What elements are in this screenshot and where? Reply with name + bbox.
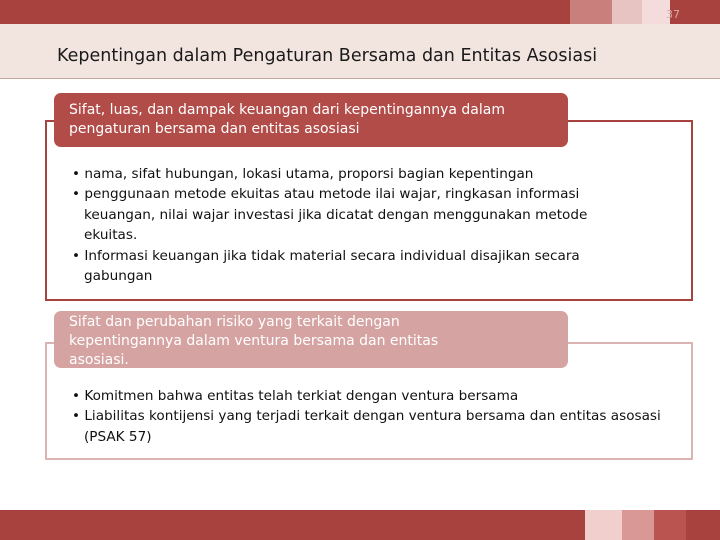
bottom-accent-bar	[0, 510, 720, 540]
section-2-heading-text: Sifat dan perubahan risiko yang terkait dengan kepentingannya dalam ventura bersama dan entitas asosiasi.	[69, 314, 439, 368]
slide-title: Kepentingan dalam Pengaturan Bersama dan Entitas Asosiasi	[57, 46, 598, 66]
bottom-bar-segment	[585, 510, 622, 540]
top-bar-segment	[570, 0, 612, 24]
bottom-bar-segment	[622, 510, 654, 540]
section-1-heading-text: Sifat, luas, dan dampak keuangan dari kepentingannya dalam pengaturan bersama dan entitas asosiasi	[69, 102, 505, 137]
bottom-bar-segment	[654, 510, 686, 540]
bullet-item: • nama, sifat hubungan, lokasi utama, proporsi bagian kepentingan	[72, 166, 534, 182]
section-2-bullet-list	[72, 386, 662, 447]
section-1-bullet-list	[72, 164, 632, 286]
bullet-item: • penggunaan metode ekuitas atau metode ilai wajar, ringkasan informasi keuangan, nilai wajar investasi jika dicatat dengan menggunakan metode ekuitas.	[72, 186, 588, 244]
bullet-item: • Liabilitas kontijensi yang terjadi terkait dengan ventura bersama dan entitas asosasi (PSAK 57)	[72, 408, 661, 445]
page-number: 37	[666, 8, 680, 21]
top-accent-bar	[0, 0, 720, 24]
section-2-heading	[54, 311, 568, 368]
top-bar-segment	[612, 0, 642, 24]
section-1-heading	[54, 93, 568, 147]
bullet-item: • Informasi keuangan jika tidak material secara individual disajikan secara gabungan	[72, 247, 580, 285]
bullet-item: • Komitmen bahwa entitas telah terkiat dengan ventura bersama	[72, 388, 519, 404]
